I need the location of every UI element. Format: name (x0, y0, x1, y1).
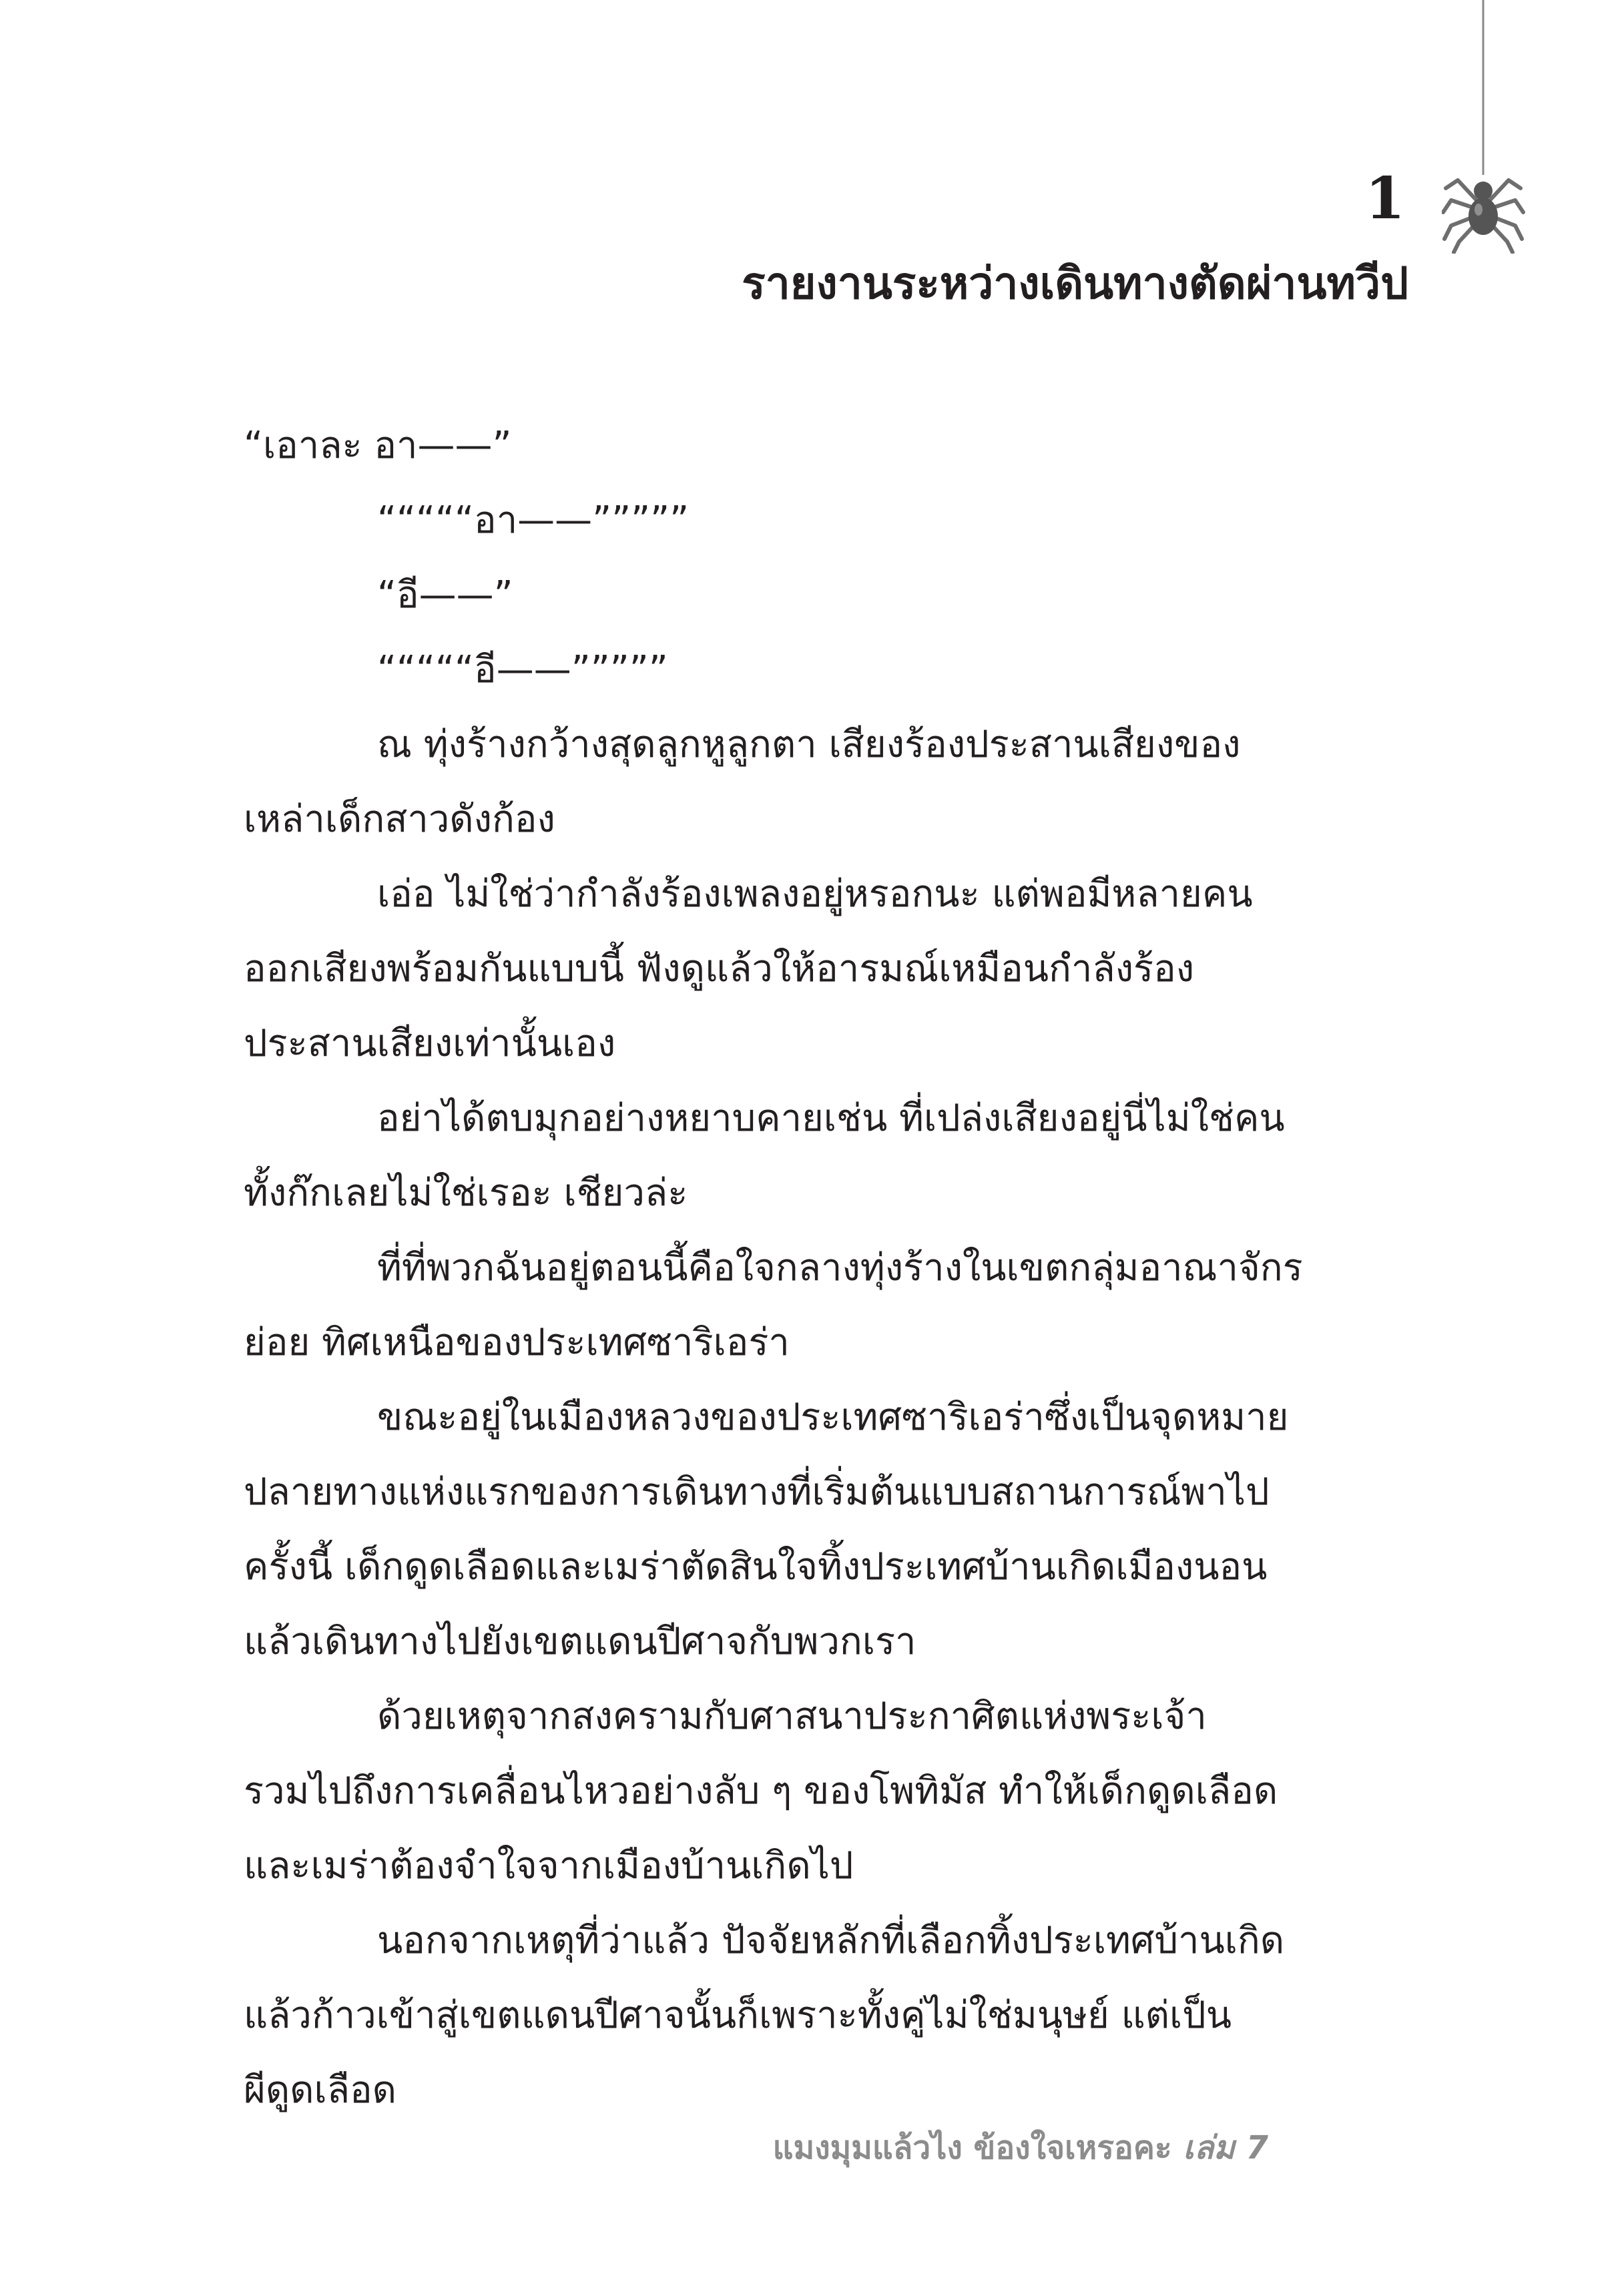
text-line: “เอาละ อา——” (244, 424, 512, 467)
text-line: เหล่าเด็กสาวดังก้อง (244, 798, 555, 841)
text-line: ผีดูดเลือด (244, 2068, 397, 2112)
chapter-number: 1 (1365, 165, 1405, 232)
text-line: รวมไปถึงการเคลื่อนไหวอย่างลับ ๆ ของโพทิมัส ทำให้เด็กดูดเลือด (244, 1769, 1278, 1813)
text-line: นอกจากเหตุที่ว่าแล้ว ปัจจัยหลักที่เลือกทิ้งประเทศบ้านเกิด (377, 1919, 1285, 1962)
text-line: ประสานเสียงเท่านั้นเอง (244, 1022, 616, 1065)
text-line: ปลายทางแห่งแรกของการเดินทางที่เริ่มต้นแบบสถานการณ์พาไป (244, 1470, 1270, 1514)
text-line: ณ ทุ่งร้างกว้างสุดลูกหูลูกตา เสียงร้องประสานเสียงของ (377, 723, 1241, 766)
text-line: “““““อี——””””” (377, 648, 668, 691)
text-line: อย่าได้ตบมุกอย่างหยาบคายเช่น ที่เปล่งเสียงอยู่นี่ไม่ใช่คน (377, 1097, 1285, 1140)
page-footer (773, 2129, 1268, 2168)
chapter-body (244, 408, 1412, 2128)
text-line: ครั้งนี้ เด็กดูดเลือดและเมร่าตัดสินใจทิ้งประเทศบ้านเกิดเมืองนอน (244, 1545, 1268, 1589)
text-line: ทั้งก๊กเลยไม่ใช่เรอะ เชียวล่ะ (244, 1171, 688, 1215)
text-line: “อี——” (377, 573, 513, 617)
text-line: แล้วเดินทางไปยังเขตแดนปีศาจกับพวกเรา (244, 1620, 916, 1663)
text-line: ขณะอยู่ในเมืองหลวงของประเทศซาริเอร่าซึ่งเป็นจุดหมาย (377, 1396, 1289, 1439)
footer-volume: เล่ม 7 (1183, 2129, 1268, 2167)
text-line: และเมร่าต้องจำใจจากเมืองบ้านเกิดไป (244, 1844, 854, 1888)
spider-icon (1442, 0, 1529, 254)
text-line: ออกเสียงพร้อมกันแบบนี้ ฟังดูแล้วให้อารมณ์เหมือนกำลังร้อง (244, 947, 1195, 990)
text-line: เอ่อ ไม่ใช่ว่ากำลังร้องเพลงอยู่หรอกนะ แต่พอมีหลายคน (377, 872, 1253, 916)
text-line: ย่อย ทิศเหนือของประเทศซาริเอร่า (244, 1321, 790, 1364)
text-line: ด้วยเหตุจากสงครามกับศาสนาประกาศิตแห่งพระเจ้า (377, 1695, 1207, 1738)
text-line: แล้วก้าวเข้าสู่เขตแดนปีศาจนั้นก็เพราะทั้งคู่ไม่ใช่มนุษย์ แต่เป็น (244, 1994, 1232, 2037)
text-line: ที่ที่พวกฉันอยู่ตอนนี้คือใจกลางทุ่งร้างในเขตกลุ่มอาณาจักร (377, 1246, 1303, 1289)
chapter-title: รายงานระหว่างเดินทางตัดผ่านทวีป (742, 258, 1408, 309)
text-line: “““““อา——””””” (377, 499, 690, 542)
footer-book-title: แมงมุมแล้วไง ข้องใจเหรอคะ (772, 2129, 1172, 2167)
